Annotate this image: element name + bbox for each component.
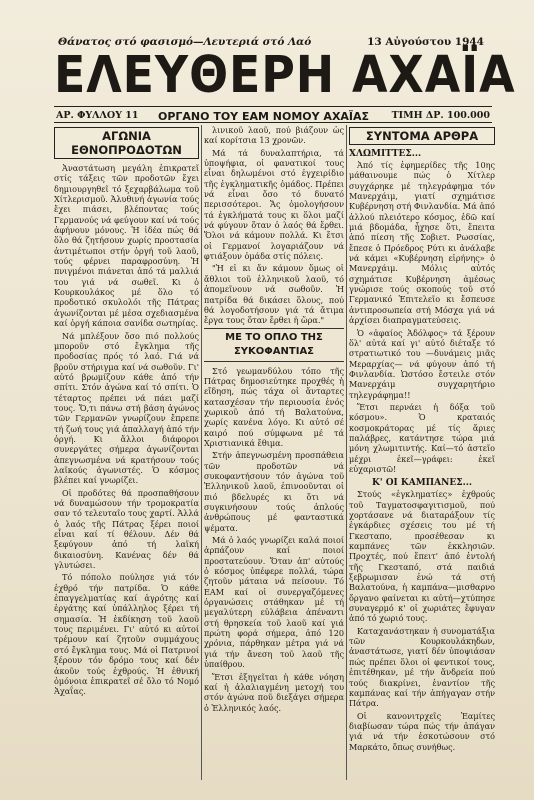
- article-paragraph: Ὁ «ἀφαίος Ἀδόλφος» τά ξέρουν ὅλ' αὐτά καί γι' αὐτό διέταξε τό στρατιωτικό του —δυνάμεις μιᾶς Μεραρχίας— νά φύγουν ἀπό τή Φινλανδία. Ὡστόσο ἔστειλε στόν Μανερχάιμ συγχαρητήριο τηλεγράφημα!!: [349, 327, 495, 400]
- organ-line: ΟΡΓΑΝΟ ΤΟΥ ΕΑΜ ΝΟΜΟΥ ΑΧΑΪΑΣ: [158, 110, 370, 123]
- article-paragraph: λινικοῦ λαοῦ, πού βιάζουν ὡς καί κορίτσια 13 χρονῶν.: [204, 125, 344, 146]
- issue-number: ΑΡ. ΦΥΛΛΟΥ 11: [56, 110, 139, 121]
- masthead-rule-top: [54, 106, 492, 107]
- article-paragraph: Μά τά δυναλαπτήρια, τά ὑποψήφια, οἱ φανατικοί τους εἶναι δηλωμένοι στό ἐγχειρίδιο τῆς ἐγκληματικῆς ὁμάδος. Πρέπει νά εἶναι ὅσο τό δυνατό περισσότεροι. Ἄς ὁμολογήσουν τά ἐγκλήματά τους κι ὅλοι μαζί νά φύγουν ὅταν ὁ λαός θά ἔρθει. Ὅλοι νά κάμουν πολλά. Κι ἔτσι οἱ Γερμανοί λογαριάζουν νά φτιάξουν ὁμάδα στίς πόλεις.: [204, 147, 344, 262]
- article-paragraph: Στούς «ἐγκληματίες» ἐχθρούς τοῦ Ταγματοσφαγιτισμοῦ, πού χορτάσανε νά διαταράξουν τίς ἐγκάρδιες σχέσεις του μέ τή Γκεσταπο, προσέθεσαν κι καμπάνες τῶν ἐκκλησιῶν. Προχτές, πού ἔπειτ' ἀπό ἐντολή τῆς Γκεσταπό, στά παιδιά ξεβρωμισαν ἐνώ τά στή Βαλατούνα, ἡ καμπάνα—μισθαρνο ὄργανο φαίνεται κι αὐτή—χτύπησε συναγερμό κ' οἱ χωριάτες ἔφυγαν ἀπό τό χωριό τους.: [349, 489, 495, 624]
- article-paragraph: Μά ὁ λαός γνωρίζει καλά ποιοί ἁρπάζουν καί ποιοί προστατεύουν. Ὅταν ἀπ' αὐτούς ὁ κόσμος ὑπέφερε πολλά, τώρα ζητοῦν μάταια νά πείσουν. Τό ΕΑΜ καί οἱ συνεργαζόμενες ὀργανώσεις στάθηκαν μέ τή μεγαλύτερη εὐλάβεια ἀπέναντι στή θρησκεία τοῦ λαοῦ καί γιά πρώτη φορά σήμερα, ἀπό 120 χρόνια, πάρθηκαν μέτρα γιά νά γιά τήν ἄνεση τοῦ λαοῦ τῆς ὑπαίθρου.: [204, 535, 344, 670]
- newspaper-title: ΕΛΕΥΘΕΡΗ ΑΧΑΪΑ: [54, 46, 516, 105]
- article-paragraph: Τό πόπολο πούλησε γιά τόν ἐχθρό τήν πατρίδα. Ὁ κάθε ἐπαγγελματίας καί ἀγρότης καί ἐργάτης καί ὑπάλληλος ξέρει τή σημασία. Ἡ ἐκδίκηση τοῦ λαοῦ τους περιμένει. Γι' αὐτό κι αὐτοί τρέμουν καί ζητοῦν συμμάχους στό ἔγκλημα τους. Μά οἱ Πατρινοί ξέρουν τόν δρόμο τους καί δέν ἀκοῦν τούς ἐχθρούς. Ἡ ἐθνική ὁμόνοια ἐπικρατεῖ σέ ὅλο τό Νομό Ἀχαΐας.: [54, 572, 199, 697]
- article-heading: ΣΥΝΤΟΜΑ ΑΡΘΡΑ: [349, 127, 495, 145]
- column-divider: [346, 125, 347, 780]
- article-paragraph: Ἀναστάτωση μεγάλη ἐπικρατεῖ στίς τάξεις τῶν προδοτῶν ἔχει δημιουργηθεῖ τό ξεχαρβάλωμα τοῦ Χίτλερισμοῦ. Ἀλυθινή ἀγωνία τούς ἔχει πιάσει, βλέποντας τούς Γερμανούς νά φεύγουν καί νά τούς ἀφήνουν μόνους. Ἡ ἰδέα πώς θά ὅλο θά ζητήσουν χωρίς προστασία ἀντιμέτωποι στήν ὀργή τοῦ λαοῦ, τούς φέρνει παραφροσύνη. Ἡ πνιγμένοι πιάνεται ἀπό τά μαλλιά του γιά νά σωθεῖ. Κι ὁ Κουρκουλάκος μέ ὅλο τό προδοτικό σκυλολόι τῆς Πάτρας ἀγωνίζονται μέ μέσα σχεδιασμένα καί ὁργή κάποια σανίδα σωτηρίας.: [54, 163, 199, 329]
- masthead-motto: Θάνατος στό φασισμό—Λευτεριά στό Λαό: [58, 36, 312, 48]
- column-divider: [201, 125, 202, 780]
- issue-date: 13 Αὐγούστου 1944: [367, 36, 484, 48]
- article-subheading: Κ' ΟΙ ΚΑΜΠΑΝΕΣ...: [372, 478, 472, 489]
- article-paragraph: Οἱ κανονιτρχεῖς Ἐαμίτες διαβίωσαν τώρα πώς τήν ἀπάγαν γιά νά τήν ἐσκοτώσουν στό Μαρκάτο, ὅπως συνήθως.: [349, 710, 495, 752]
- column-1: [54, 125, 199, 780]
- article-paragraph: Στήν ἀπεγνωσμένη προσπάθεια τῶν προδοτῶν νά συκοφαντήσουν τόν ἀγώνα τοῦ Ἑλληνικοῦ λαοῦ, ἐπινοοῦνται οἱ πιό βδελυρές κι ὅτι νά συγκινήσουν τούς ἁπλούς ἀνθρώπους μέ φανταστικά ψέματα.: [204, 450, 344, 533]
- price: ΤΙΜΗ ΔΡ. 100.000: [391, 110, 490, 121]
- masthead-rule-bottom: [54, 122, 492, 123]
- article-subheading: ΧΛΩΜΙΤΤΕΣ...: [349, 149, 422, 159]
- column-3: [349, 125, 495, 780]
- article-paragraph: Ἔτσι ἐξηγεῖται ἡ κάθε νόηση καί ἡ ἀλαλιαγμένη μετοχή του στόν ἀγώνα ποῦ διεξάγει σήμερα ὁ Ἑλληνικός λαός.: [204, 671, 344, 713]
- column-2: [204, 125, 344, 780]
- article-paragraph: Ἀπό τίς ἐφημερίδες τῆς 10ης μάθαινουμε πώς ὁ Χίτλερ συγχάρηκε μέ τηλεγράφημα τόν Μανερχάιμ, γιατί σχημάτισε Κυβέρνηση στή Φινλανδία. Μά ἀπό ἀλλού πλειότερο κόσμος, ἐδῶ καί μιά βδομάδα, ἦχησε ὅτι, ἔπειτα ἀπό πίεση τῆς Σοβιετ. Ρωσσίας, ἔπεσε ὁ Πρόεδρος Ρύτι κι ἀνάλαβε νά κάμει «Κυβέρνηση εἰρήνης» ὁ Μανερχάιμ. Μόλις αὐτός σχημάτισε Κυβέρνηση ἀμέσως γνώρισε τούς σκοπούς τοῦ στό Γερμανικό Ἐπιτελεῖο κι ἔσπευσε ἀντιπροσωπεία στή Μόσχα γιά νά ἀρχίσει διαπραγματεύσεις.: [349, 160, 495, 326]
- article-paragraph: Στό γεωμανδύλου τόπο τῆς Πάτρας δημοσιεύτηκε προχθές ἡ εἴδηση, πώς τάχα οἱ ἄνταρτες κατασχέσαν τήν περιουσία ἑνός χωρικοῦ ἀπό τή Βαλατούνα, χωρίς κανένα λόγο. Κι αὐτό σέ καιρό πού σύμφωνα μέ τά Χριστιανικά ἔθιμα.: [204, 365, 344, 448]
- article-heading: ΜΕ ΤΟ ΟΠΛΟ ΤΗΣ ΣΥΚΟΦΑΝΤΙΑΣ: [204, 328, 344, 362]
- article-paragraph: Καταχανάστηκαν ἡ συνοματάξια τῶν Κουρκουλάκηδων, ἀναστάτωσε, γιατί δέν ὑποψιάσαν πώς πρέπει ὅλοι οἱ φεντικοί τους, ἐπιτέθηκαν, μέ τήν ἄνδρεία πού τούς διακρίνει, ἐναντίον τῆς καμπάνας καί τήν ἀπήγαγαν στήν Πάτρα.: [349, 625, 495, 709]
- article-heading: ΑΓΩΝΙΑ ΕΘΝΟΠΡΟΔΟΤΩΝ: [54, 127, 199, 159]
- article-paragraph: Ἔτσι περνάει ἡ δόξα τοῦ κόσμου». Ὁ κραταιός κοσμοκράτορας μέ τίς ἄριες παλάβρες, κατάντησε τώρα μιά μόνη χλωμιτιντής. Καί—τό ἀστεῖο μέχρι ἐκεῖ—γράφει: ἐκεῖ εὐχαριστῶ!: [349, 401, 495, 474]
- article-paragraph: Νά μπλέξουν ὅσο πιό πολλούς μποροῦν στό ἔγκλημα τῆς προδοσίας πρός τό λαό. Γιά νά βροῦν στήριγμα καί νά σωθοῦν. Γι' αὐτό βρωμίζουν κάθε ἀπό τήν σπίτι. Στόν ἀγώνα καί τό σπίτι. Ὁ τέταρτος πρέπει νά πάει μαζί τους. Ὅ,τι πάνω στή βάση ἀγώνος τῶν Γερμανῶν γνωρίζουν ἔπρεπε τή ζωή τους γιά ἀπαλλαγή ἀπό τήν ὀργή. Κι ἄλλοι διάφοροι συνεργάτες σήμερα ἀγωνίζονται ἀπεγνωσμένα νά κρατήσουν τούς λαϊκούς ἀγωνιστές. Ὁ κόσμος βλέπει καί γνωρίζει.: [54, 330, 199, 486]
- article-paragraph: "Ἡ εἰ κι ἄν κάμουν ὅμως οἱ ἄθλιοι τοῦ ἑλληνικοῦ λαοῦ, τό ἀπομεῖνουν νά σωθοῦν. Ἡ πατρίδα θά δικάσει ὅλους, πού θά λογοδοτήσουν γιά τά ἄτιμα ἔργα τους ὅταν ἔρθει ἡ ὥρα.": [204, 263, 344, 326]
- article-paragraph: Οἱ προδότες θά προσπαθήσουν νά δυναμώσουν τήν τρομοκρατία σαν τό τελευταῖο τους χαρτί. Ἀλλά ὁ λαός τῆς Πάτρας ξέρει ποιοί εἶναι καί τί θέλουν. Δέν θά ξεφύγουν ἀπό τή λαϊκή δικαιοσύνη. Κανένας δέν θά γλυτώσει.: [54, 487, 199, 571]
